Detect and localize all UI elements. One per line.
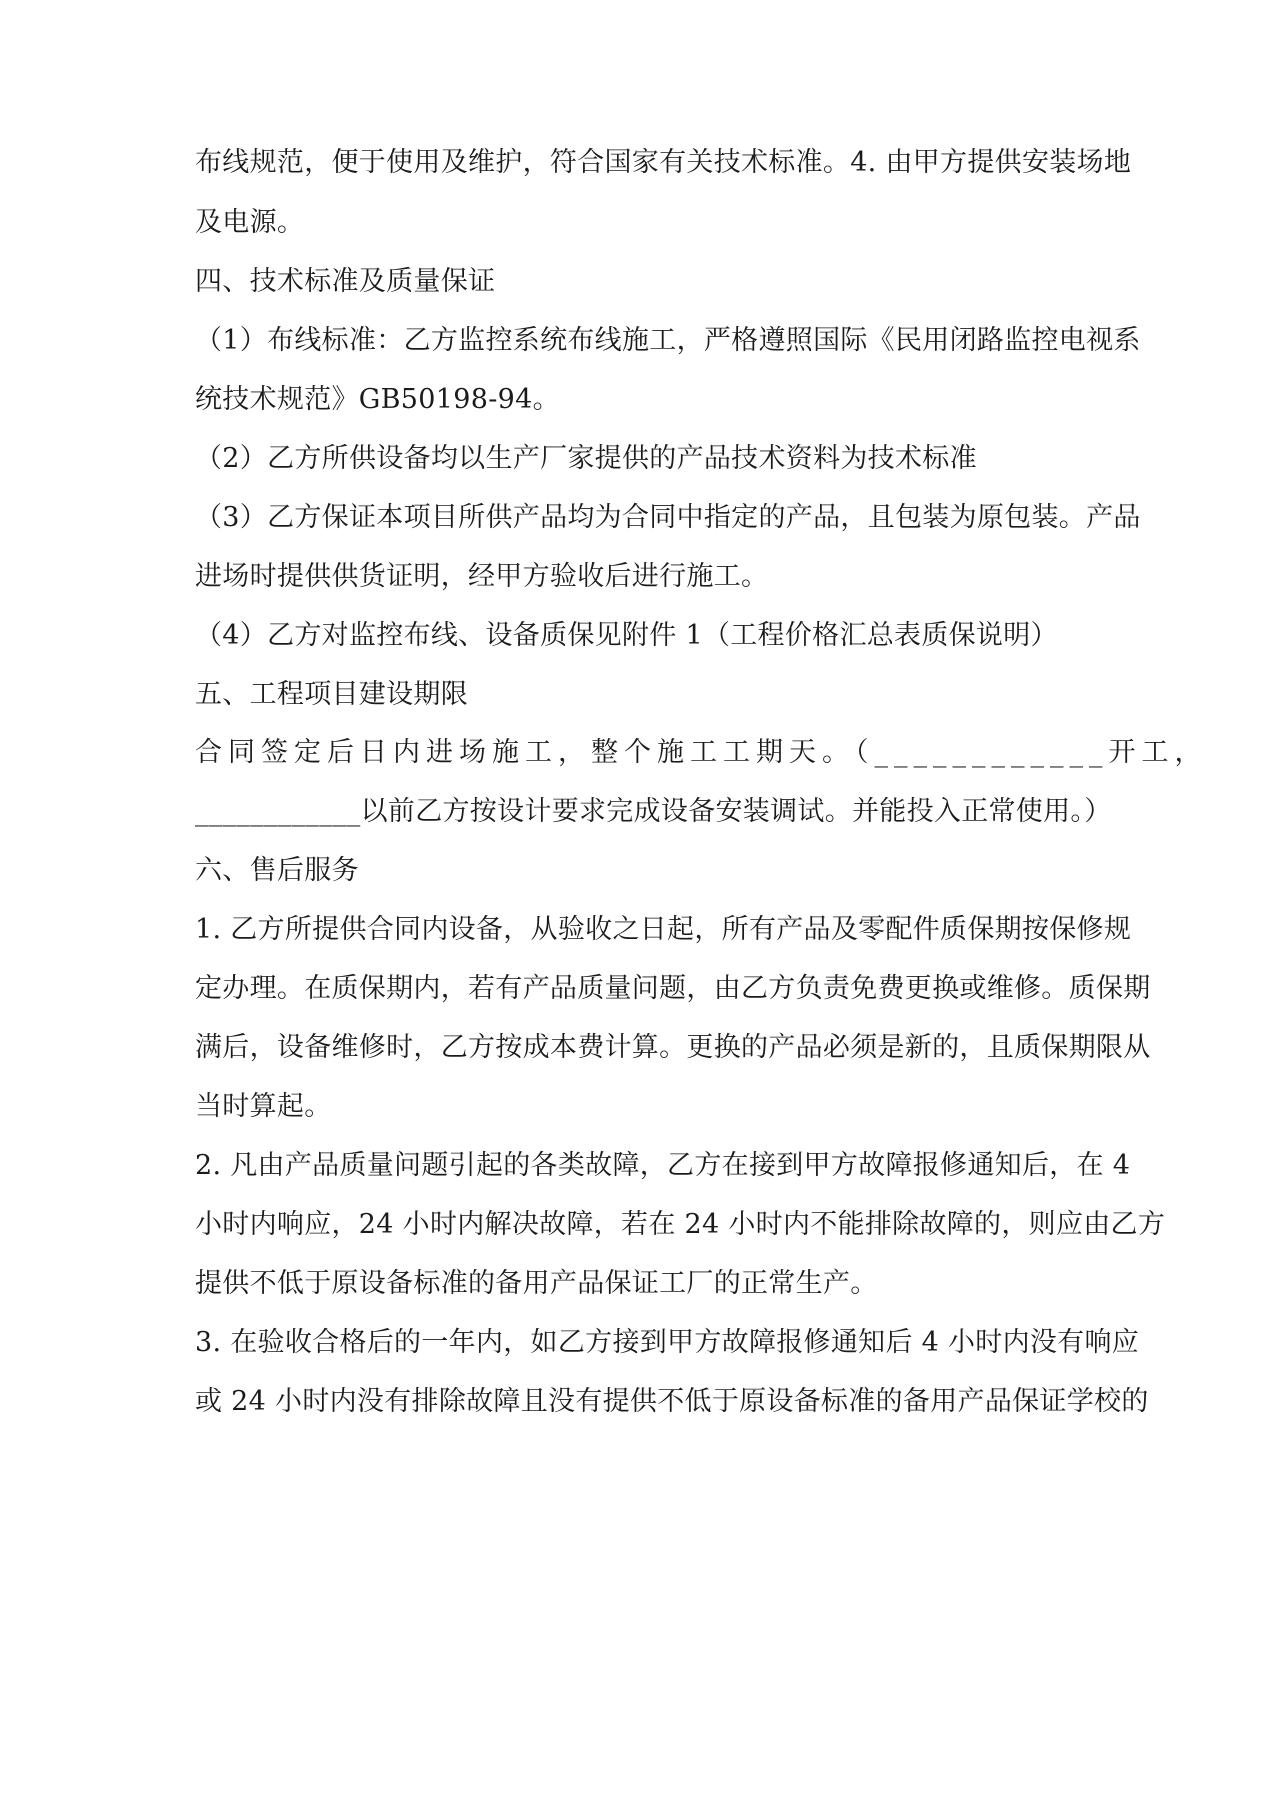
paragraph-line: 2. 凡由产品质量问题引起的各类故障，乙方在接到甲方故障报修通知后，在 4 <box>195 1150 1131 1181</box>
paragraph-line: 3. 在验收合格后的一年内，如乙方接到甲方故障报修通知后 4 小时内没有响应 <box>195 1327 1140 1358</box>
paragraph-line: （3）乙方保证本项目所供产品均为合同中指定的产品，且包装为原包装。产品 <box>195 502 1141 533</box>
section-heading: 四、技术标准及质量保证 <box>195 266 496 297</box>
section-heading: 五、工程项目建设期限 <box>195 679 468 710</box>
paragraph-line: （2）乙方所供设备均以生产厂家提供的产品技术资料为技术标准 <box>195 443 977 474</box>
paragraph-line: 小时内响应，24 小时内解决故障，若在 24 小时内不能排除故障的，则应由乙方 <box>195 1209 1166 1240</box>
paragraph-line: 定办理。在质保期内，若有产品质量问题，由乙方负责免费更换或维修。质保期 <box>195 973 1151 1004</box>
section-heading: 六、售后服务 <box>195 855 359 886</box>
paragraph-line: 1. 乙方所提供合同内设备，从验收之日起，所有产品及零配件质保期按保修规 <box>195 914 1132 945</box>
paragraph-line: 统技术规范》GB50198-94。 <box>195 384 560 415</box>
paragraph-line: 及电源。 <box>195 207 305 238</box>
paragraph-line: 合同签定后日内进场施工，整个施工工期天。（____________开工， <box>195 737 1208 768</box>
paragraph-line: 当时算起。 <box>195 1091 332 1122</box>
paragraph-line: 布线规范，便于使用及维护，符合国家有关技术标准。4. 由甲方提供安装场地 <box>195 147 1132 178</box>
paragraph-line: 满后，设备维修时，乙方按成本费计算。更换的产品必须是新的，且质保期限从 <box>195 1032 1151 1063</box>
paragraph-line: ____________以前乙方按设计要求完成设备安装调试。并能投入正常使用。） <box>195 796 1112 827</box>
paragraph-line: 提供不低于原设备标准的备用产品保证工厂的正常生产。 <box>195 1268 878 1299</box>
paragraph-line: （1）布线标准：乙方监控系统布线施工，严格遵照国际《民用闭路监控电视系 <box>195 325 1141 356</box>
paragraph-line: （4）乙方对监控布线、设备质保见附件 1（工程价格汇总表质保说明） <box>195 620 1058 651</box>
paragraph-line: 进场时提供供货证明，经甲方验收后进行施工。 <box>195 561 769 592</box>
paragraph-line: 或 24 小时内没有排除故障且没有提供不低于原设备标准的备用产品保证学校的 <box>195 1386 1149 1417</box>
